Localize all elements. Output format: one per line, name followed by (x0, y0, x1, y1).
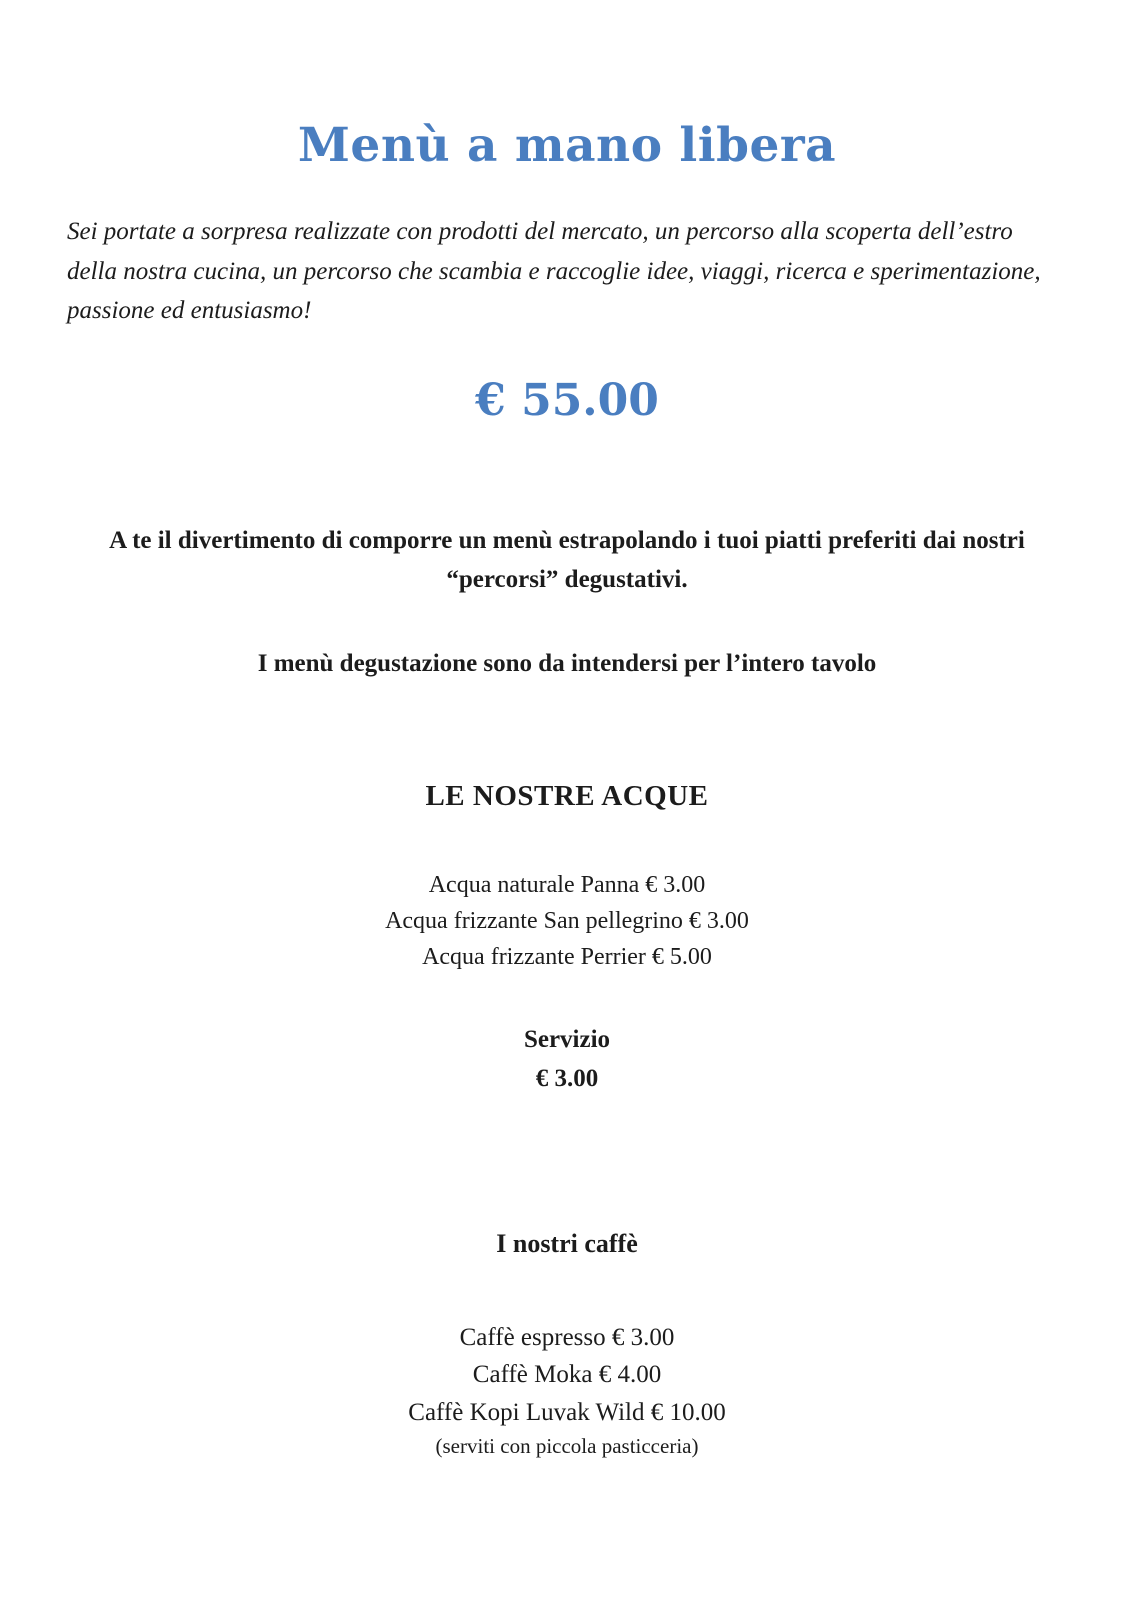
coffee-item: Caffè Kopi Luvak Wild € 10.00 (408, 1398, 726, 1426)
coffee-heading: I nostri caffè (496, 1228, 638, 1258)
menu-price: € 55.00 (475, 374, 659, 426)
coffee-item: Caffè espresso € 3.00 (459, 1323, 675, 1351)
coffee-list (67, 1319, 1067, 1432)
waters-heading: LE NOSTRE ACQUE (425, 780, 709, 813)
service-price: € 3.00 (535, 1064, 599, 1092)
service-heading: Servizio (523, 1026, 611, 1054)
page-title: Menù a mano libera (297, 118, 837, 173)
water-item: Acqua naturale Panna € 3.00 (428, 872, 706, 899)
water-item: Acqua frizzante San pellegrino € 3.00 (385, 908, 749, 935)
note-compose: A te il divertimento di comporre un menù estrapolando i tuoi piatti preferiti dai nostri “percorsi” degustativi. (109, 526, 1025, 593)
coffee-item: Caffè Moka € 4.00 (472, 1361, 662, 1389)
intro-paragraph: Sei portate a sorpresa realizzate con prodotti del mercato, un percorso alla scoperta dell’estro della nostra cucina, un percorso che scambia e raccoglie idee, viaggi, ricerca e sperimentazione, passione ed entusiasmo! (67, 218, 1041, 325)
water-item: Acqua frizzante Perrier € 5.00 (422, 944, 712, 971)
coffee-note: (serviti con piccola pasticceria) (435, 1434, 699, 1459)
waters-list (67, 867, 1067, 975)
note-whole-table: I menù degustazione sono da intendersi per l’intero tavolo (257, 650, 877, 678)
